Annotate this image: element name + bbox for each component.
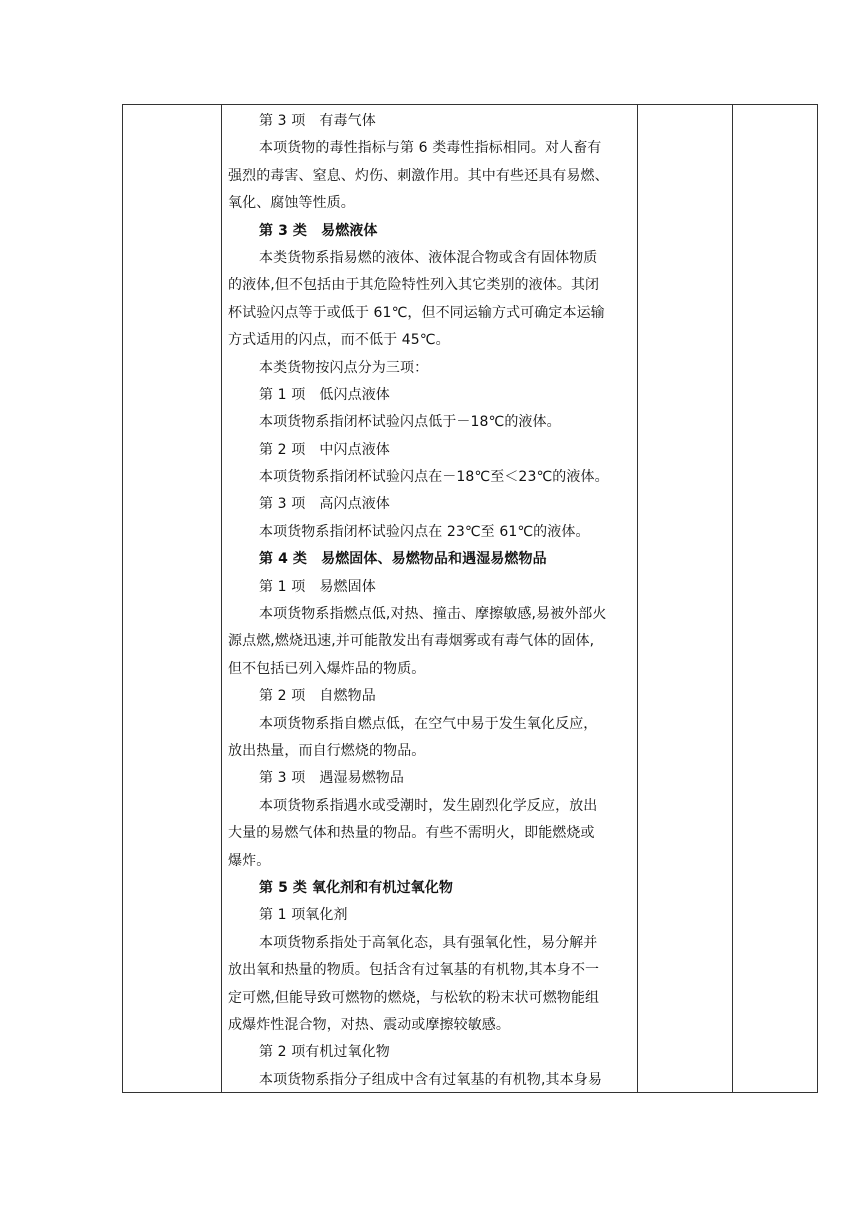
- text-line: 本项货物系指燃点低,对热、撞击、摩擦敏感,易被外部火: [259, 606, 607, 623]
- text-line: 源点燃,燃烧迅速,并可能散发出有毒烟雾或有毒气体的固体,: [228, 633, 595, 650]
- text-line: 本项货物系指闭杯试验闪点在－18℃至＜23℃的液体。: [259, 469, 609, 486]
- column-divider: [732, 105, 733, 1092]
- text-line: 爆炸。: [228, 852, 271, 869]
- text-line: 第 3 项 高闪点液体: [259, 496, 390, 513]
- text-line: 方式适用的闪点，而不低于 45℃。: [228, 332, 450, 349]
- text-line: 第 2 项有机过氧化物: [259, 1044, 390, 1061]
- table-text-cell: [228, 108, 634, 1094]
- text-line: 放出热量，而自行燃烧的物品。: [228, 742, 426, 759]
- section-heading: 第 3 类 易燃液体: [259, 222, 378, 239]
- text-line: 杯试验闪点等于或低于 61℃，但不同运输方式可确定本运输: [228, 304, 605, 321]
- text-line: 本类货物按闪点分为三项：: [259, 359, 429, 376]
- text-line: 第 1 项 低闪点液体: [259, 386, 390, 403]
- text-line: 第 1 项氧化剂: [259, 907, 348, 924]
- text-line: 成爆炸性混合物，对热、震动或摩擦较敏感。: [228, 1016, 510, 1033]
- text-line: 本项货物系指分子组成中含有过氧基的有机物,其本身易: [259, 1071, 602, 1088]
- text-line: 强烈的毒害、窒息、灼伤、刺激作用。其中有些还具有易燃、: [228, 167, 609, 184]
- text-line: 大量的易燃气体和热量的物品。有些不需明火，即能燃烧或: [228, 825, 595, 842]
- text-line: 本类货物系指易燃的液体、液体混合物或含有固体物质: [259, 249, 598, 266]
- section-heading: 第 4 类 易燃固体、易燃物品和遇湿易燃物品: [259, 551, 547, 568]
- text-line: 本项货物系指处于高氧化态，具有强氧化性，易分解并: [259, 934, 598, 951]
- text-line: 第 3 项 遇湿易燃物品: [259, 770, 405, 787]
- column-divider: [221, 105, 222, 1092]
- text-line: 放出氧和热量的物质。包括含有过氧基的有机物,其本身不一: [228, 962, 600, 979]
- text-line: 定可燃,但能导致可燃物的燃烧，与松软的粉末状可燃物能组: [228, 989, 600, 1006]
- text-line: 本项货物系指闭杯试验闪点低于－18℃的液体。: [259, 414, 561, 431]
- text-line: 但不包括已列入爆炸品的物质。: [228, 660, 426, 677]
- text-line: 第 3 项 有毒气体: [259, 113, 376, 129]
- text-line: 氧化、腐蚀等性质。: [228, 195, 355, 212]
- text-line: 第 1 项 易燃固体: [259, 578, 376, 595]
- column-divider: [637, 105, 638, 1092]
- text-line: 本项货物系指遇水或受潮时，发生剧烈化学反应，放出: [259, 797, 598, 814]
- text-line: 本项货物的毒性指标与第 6 类毒性指标相同。对人畜有: [259, 140, 602, 157]
- section-heading: 第 5 类 氧化剂和有机过氧化物: [259, 879, 453, 896]
- text-line: 的液体,但不包括由于其危险特性列入其它类别的液体。其闭: [228, 277, 600, 294]
- text-line: 第 2 项 中闪点液体: [259, 441, 390, 458]
- text-line: 第 2 项 自燃物品: [259, 688, 376, 705]
- text-line: 本项货物系指闭杯试验闪点在 23℃至 61℃的液体。: [259, 523, 590, 540]
- text-line: 本项货物系指自燃点低，在空气中易于发生氧化反应，: [259, 715, 598, 732]
